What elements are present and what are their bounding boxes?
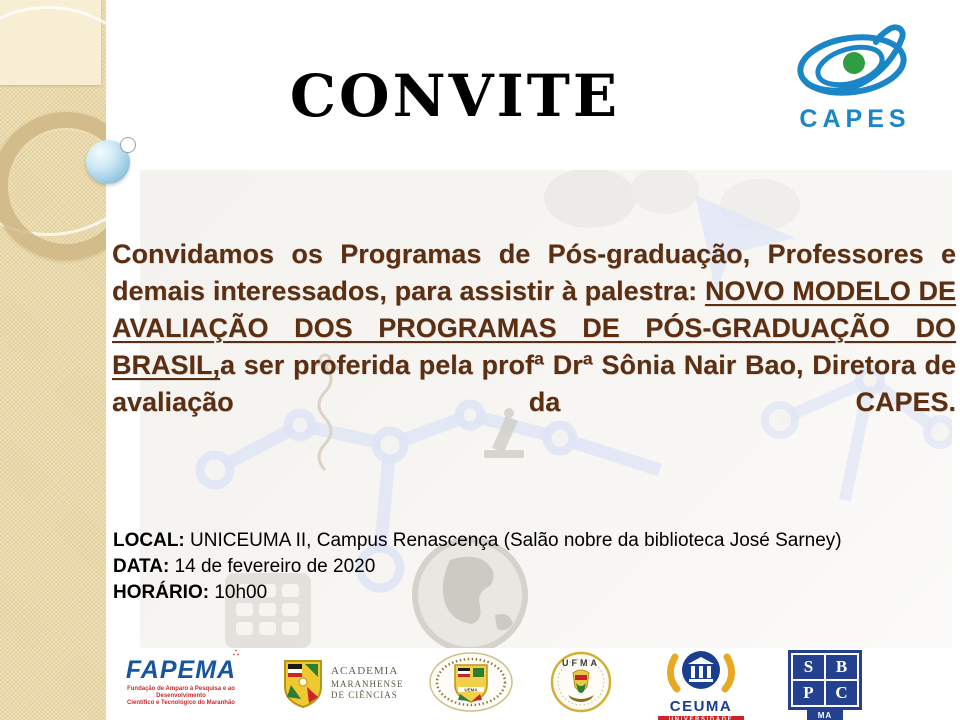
sbpc-letter-grid <box>788 650 862 710</box>
detail-local <box>113 528 842 554</box>
fapema-logo <box>106 648 256 707</box>
invitation-paragraph <box>112 236 956 421</box>
sbpc-letter-p: P <box>793 681 824 705</box>
left-decorative-strip <box>0 0 106 720</box>
ufma-seal-icon <box>538 651 624 713</box>
capes-logo <box>788 18 922 134</box>
capes-green-dot <box>843 52 865 74</box>
sbpc-letter-s: S <box>793 655 824 679</box>
horario-value: 10h00 <box>209 582 268 603</box>
fapema-tagline: Fundação de Amparo à Pesquisa e ao Desenvolvimento Científico e Tecnológico do Maranhão <box>127 686 235 706</box>
event-details <box>113 528 842 606</box>
ceuma-universidade-bar: UNIVERSIDADE <box>658 716 744 720</box>
sbpc-letter-b: B <box>826 655 857 679</box>
slide-title: CONVITE <box>289 62 621 130</box>
sbpc-ma-tab: MA <box>807 710 843 720</box>
amc-shield-icon <box>281 657 325 709</box>
tan-ring-decoration <box>0 112 106 260</box>
detail-horario <box>113 580 842 606</box>
fapema-wordmark: FAPEMA ∴ <box>125 648 241 684</box>
ceuma-logo <box>655 649 747 720</box>
svg-text:UEMA: UEMA <box>464 687 478 693</box>
local-label: LOCAL: <box>113 530 185 551</box>
ceuma-emblem-icon <box>655 649 747 693</box>
capes-wordmark: CAPES <box>799 105 911 133</box>
data-label: DATA: <box>113 556 170 577</box>
detail-data <box>113 554 842 580</box>
sbpc-logo <box>788 650 862 720</box>
uema-seal-logo <box>428 651 514 718</box>
fapema-dots-decoration: ∴ <box>232 648 241 659</box>
local-value: UNICEUMA II, Campus Renascença (Salão nobre da biblioteca José Sarney) <box>184 530 842 551</box>
small-circle-decoration <box>120 137 136 153</box>
lecture-title-underlined: NOVO MODELO DE AVALIAÇÃO DOS PROGRAMAS DE PÓS-GRADUAÇÃO DO BRASIL, <box>112 276 956 380</box>
uema-seal-icon <box>428 651 514 713</box>
svg-text:UFMA: UFMA <box>562 658 600 668</box>
ufma-seal-logo <box>538 651 624 718</box>
sbpc-letter-c: C <box>826 681 857 705</box>
horario-label: HORÁRIO: <box>113 582 210 603</box>
paragraph-tail: a ser proferida pela profª Drª Sônia Nair Bao, Diretora de avaliação da CAPES. <box>112 350 956 417</box>
amc-wordmark: ACADEMIA MARANHENSE DE CIÊNCIAS <box>331 664 404 700</box>
paragraph-lead: Convidamos os Programas de Pós-graduação, Professores e demais interessados, para assistir à palestra: <box>112 239 956 306</box>
data-value: 14 de fevereiro de 2020 <box>169 556 376 577</box>
capes-swirl-icon <box>788 18 922 102</box>
ceuma-wordmark: CEUMA <box>669 698 733 715</box>
academia-maranhense-logo <box>281 657 404 709</box>
